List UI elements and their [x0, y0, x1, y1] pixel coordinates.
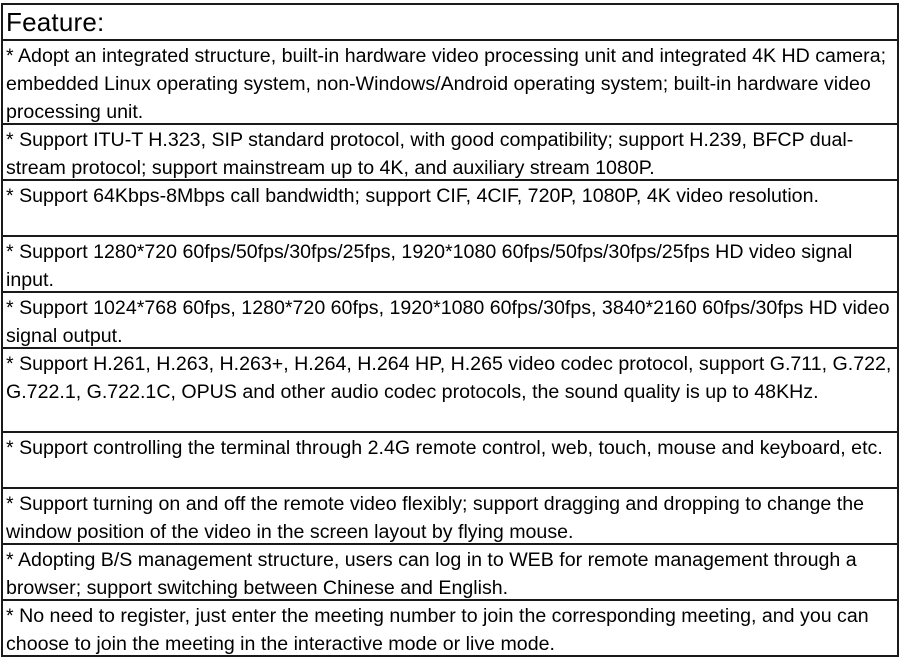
- feature-item: * Support 1280*720 60fps/50fps/30fps/25fps, 1920*1080 60fps/50fps/30fps/25fps HD video signal input.: [3, 237, 897, 293]
- feature-item: * No need to register, just enter the meeting number to join the corresponding meeting, and you can choose to join the meeting in the interactive mode or live mode.: [6, 605, 869, 655]
- feature-item: * Support 64Kbps-8Mbps call bandwidth; support CIF, 4CIF, 720P, 1080P, 4K video resolution.: [3, 181, 897, 237]
- feature-item: * Support ITU-T H.323, SIP standard protocol, with good compatibility; support H.239, BFCP dual-stream protocol; support mainstream up to 4K, and auxiliary stream 1080P.: [3, 125, 897, 181]
- title-row: [3, 5, 897, 41]
- feature-item: * Support controlling the terminal through 2.4G remote control, web, touch, mouse and keyboard, etc.: [3, 433, 897, 489]
- feature-title: Feature:: [6, 7, 105, 37]
- feature-item: * Adopt an integrated structure, built-in hardware video processing unit and integrated 4K HD camera; embedded Linux operating system, non-Windows/Android operating system; built-in hardware video processing unit.: [3, 41, 897, 125]
- feature-item: * Support turning on and off the remote video flexibly; support dragging and dropping to change the window position of the video in the screen layout by flying mouse.: [3, 489, 897, 545]
- feature-item: * Adopting B/S management structure, users can log in to WEB for remote management through a browser; support switching between Chinese and English.: [3, 545, 897, 601]
- feature-table: [1, 3, 899, 657]
- feature-item: * Support 1024*768 60fps, 1280*720 60fps, 1920*1080 60fps/30fps, 3840*2160 60fps/30fps HD video signal output.: [3, 293, 897, 349]
- feature-item: * Support H.261, H.263, H.263+, H.264, H.264 HP, H.265 video codec protocol, support G.711, G.722, G.722.1, G.722.1C, OPUS and other audio codec protocols, the sound quality is up to 48KHz.: [3, 349, 897, 433]
